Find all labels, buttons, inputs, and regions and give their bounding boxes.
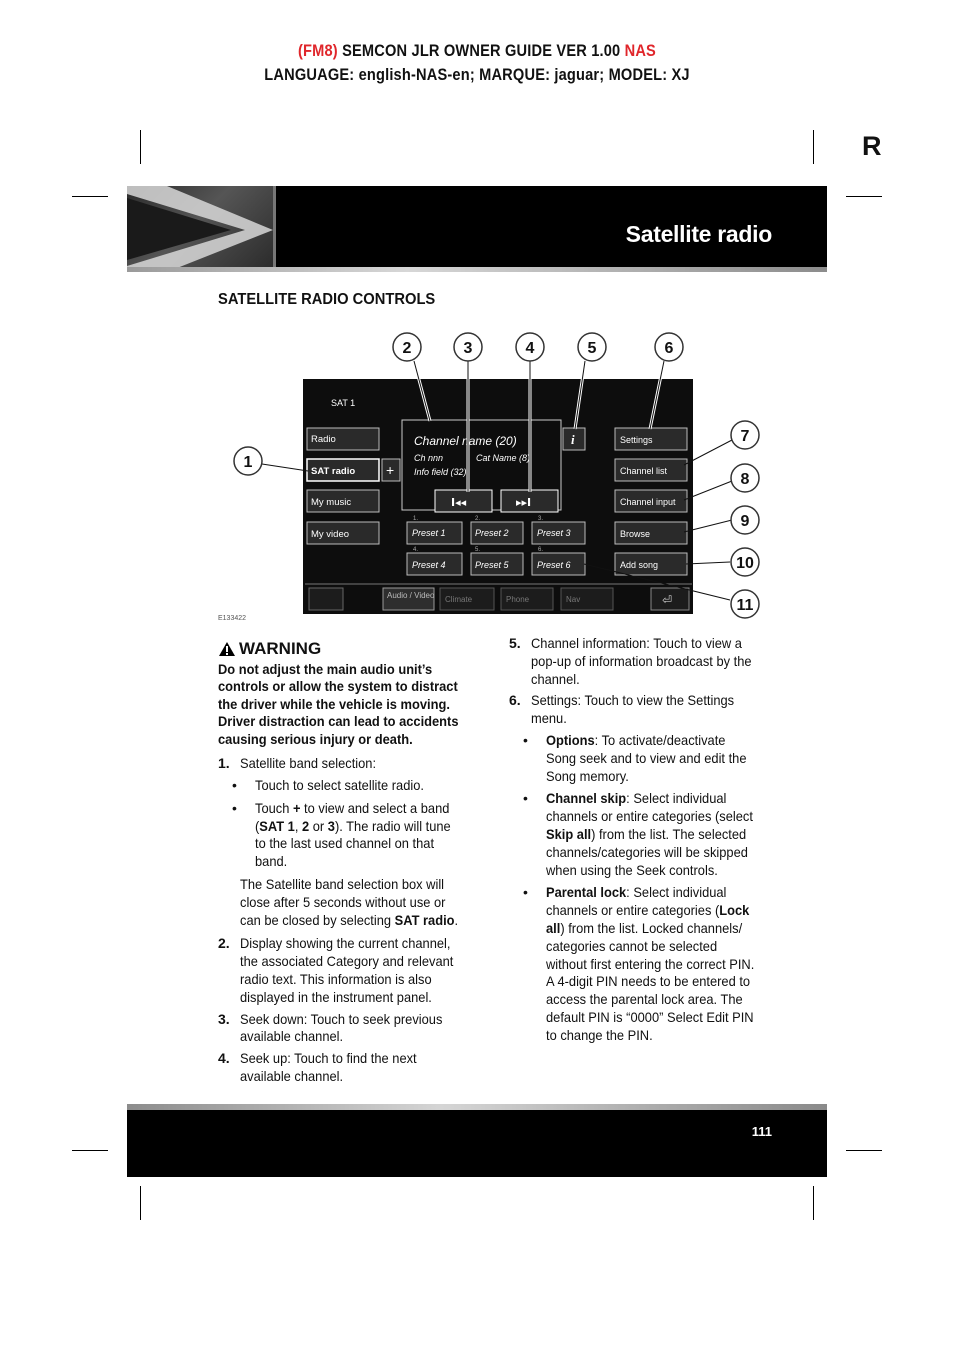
page-number: 111: [751, 1124, 772, 1139]
list-item-1: 1. Satellite band selection:: [218, 755, 377, 772]
preset-6-label: Preset 6: [537, 560, 571, 570]
list-item-6-bullet-parental-lock: • Parental lock: Select individual channels or entire categories (Lock all) from the list. Locked channels/ categories cannot be selected without first entering the correct PIN. A 4-digit PIN needs to be entered to access the parental lock area. The default PIN is “0000” Select Edit PIN to change the PIN.: [523, 884, 755, 1043]
callout-2-label: 2: [402, 340, 412, 357]
left-column: [218, 640, 483, 1090]
plus-icon: +: [386, 462, 395, 478]
figure-code: E133422: [218, 615, 247, 622]
chapter-title: Satellite radio: [625, 221, 772, 247]
crop-mark: [846, 1150, 882, 1151]
seek-up-icon: ▸▸I: [516, 496, 532, 509]
info-icon: i: [571, 432, 575, 447]
callout-6-label: 6: [664, 340, 674, 357]
nav-tab-label: Nav: [566, 595, 581, 604]
callout-10-label: 10: [736, 555, 754, 572]
list-item-6: 6. Settings: Touch to view the Settings menu.: [509, 692, 735, 727]
climate-tab-label: Climate: [445, 595, 473, 604]
sat-radio-controls-figure: [218, 320, 778, 630]
channel-number: Ch nnn: [414, 453, 444, 463]
chapter-banner: [127, 186, 827, 272]
sat-radio-label: SAT radio: [311, 466, 356, 477]
channel-name: Channel name (20): [414, 434, 517, 448]
callout-3-label: 3: [463, 340, 473, 357]
list-item-6-bullet-options: • Options: To activate/deactivate Song seek and to view and edit the Song memory.: [523, 731, 747, 784]
callout-1-label: 1: [243, 454, 253, 471]
preset-6-number: 6.: [538, 547, 544, 553]
preset-4-number: 4.: [413, 547, 419, 553]
preset-3-label: Preset 3: [537, 528, 571, 538]
preset-4-label: Preset 4: [412, 560, 446, 570]
doc-header-line1: [67, 41, 887, 61]
callout-8-label: 8: [740, 471, 750, 488]
bottom-tab-blank[interactable]: [309, 588, 343, 610]
section-index-letter: R: [862, 131, 882, 161]
chevron-graphic: [127, 186, 273, 272]
settings-label: Settings: [620, 435, 653, 445]
preset-5-label: Preset 5: [475, 560, 509, 570]
crop-mark: [846, 196, 882, 197]
banner-divider: [273, 186, 276, 272]
audio-video-tab-label: Audio / Video: [387, 591, 435, 600]
list-item-3: 3. Seek down: Touch to seek previous available channel.: [218, 1010, 443, 1045]
crop-mark: [140, 130, 141, 164]
preset-3-number: 3.: [538, 516, 544, 522]
callout-9-label: 9: [740, 513, 750, 530]
info-field: Info field (32): [414, 467, 467, 477]
warning-title: WARNING: [239, 639, 322, 658]
crop-mark: [72, 1150, 108, 1151]
preset-2-number: 2.: [475, 516, 481, 522]
warning-heading: [218, 640, 483, 658]
seek-down-icon: I◂◂: [451, 496, 467, 509]
crop-mark: [140, 1186, 141, 1220]
callout-4-label: 4: [525, 340, 535, 357]
browse-label: Browse: [620, 529, 651, 539]
crop-mark: [813, 1186, 814, 1220]
preset-1-number: 1.: [413, 516, 419, 522]
list-item-5: 5. Channel information: Touch to view a pop-up of information broadcast by the channel.: [509, 635, 752, 687]
section-title: SATELLITE RADIO CONTROLS: [218, 291, 436, 308]
footer-stripe: [127, 1104, 827, 1110]
right-column: [509, 635, 777, 1050]
banner-stripe: [127, 267, 827, 272]
channel-list-label: Channel list: [620, 466, 668, 476]
header-code: (FM8): [297, 41, 338, 60]
crop-mark: [813, 130, 814, 164]
callout-5-label: 5: [587, 340, 597, 357]
phone-tab-label: Phone: [506, 595, 530, 604]
list-item-6-bullet-channel-skip: • Channel skip: Select individual channels or entire categories (select Skip all) from the list. The selected channels/categories will be skipped when using the Seek controls.: [523, 790, 753, 878]
list-item-2: 2. Display showing the current channel, the associated Category and relevant radio text. This information is also displayed in the instrument panel.: [218, 935, 454, 1005]
radio-button-label: Radio: [311, 434, 336, 445]
band-title: SAT 1: [331, 398, 356, 408]
doc-header-line2: LANGUAGE: english-NAS-en; MARQUE: jaguar; MODEL: XJ: [264, 65, 690, 84]
list-item-1-bullet-2: • Touch + to view and select a band (SAT 1, 2 or 3). The radio will tune to the last used channel on that band.: [232, 799, 451, 870]
preset-5-number: 5.: [475, 547, 481, 553]
warning-triangle-icon: [218, 641, 236, 657]
header-market: NAS: [624, 41, 656, 60]
preset-1-label: Preset 1: [412, 528, 446, 538]
list-item-1-note: The Satellite band selection box will close after 5 seconds without use or can be closed by selecting SAT radio.: [240, 876, 459, 928]
preset-2-label: Preset 2: [475, 528, 509, 538]
return-icon: ⏎: [662, 593, 673, 607]
list-item-4: 4. Seek up: Touch to find the next available channel.: [218, 1050, 417, 1085]
callout-11-label: 11: [736, 597, 754, 614]
page-footer: [127, 1104, 827, 1177]
category-name: Cat Name (8): [476, 453, 531, 463]
callout-7-label: 7: [740, 428, 750, 445]
crop-mark: [72, 196, 108, 197]
my-music-label: My music: [311, 497, 352, 508]
list-item-1-bullet-1: • Touch to select satellite radio.: [232, 777, 424, 794]
my-video-label: My video: [311, 529, 350, 540]
warning-text: Do not adjust the main audio unit’s controls or allow the system to distract the driver while the vehicle is moving. Driver distraction can lead to accidents causing serious injury or death.: [218, 660, 459, 747]
header-guide: SEMCON JLR OWNER GUIDE VER 1.00: [337, 41, 625, 60]
channel-input-label: Channel input: [620, 497, 676, 507]
add-song-label: Add song: [620, 560, 659, 570]
